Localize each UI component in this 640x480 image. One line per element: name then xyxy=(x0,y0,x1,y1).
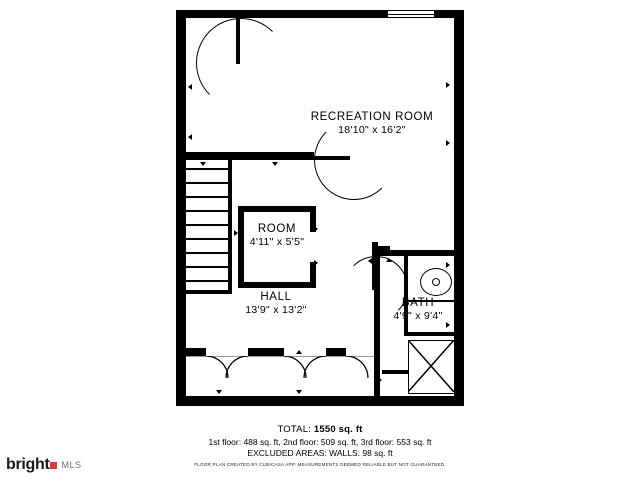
total-label: TOTAL: xyxy=(277,424,312,435)
disclaimer-text: FLOOR PLAN CREATED BY CUBICASA APP. MEASUREMENTS DEEMED RELIABLE BUT NOT GUARANTEED. xyxy=(194,462,446,467)
wall-bath-door-panel xyxy=(372,256,376,290)
stair-tread xyxy=(186,266,228,268)
stair-tread xyxy=(186,196,228,198)
arrow-bottom-wall xyxy=(296,390,302,394)
room-label-recreation-room xyxy=(272,110,472,138)
stair-tread xyxy=(186,210,228,212)
wall-hall-bottom-seg-3 xyxy=(326,348,346,356)
room-label-room xyxy=(217,222,337,250)
stair-tread xyxy=(186,168,228,170)
window-top-line xyxy=(388,14,434,15)
arrow-wall-left-mid xyxy=(188,134,192,140)
arrow-hall-bottom xyxy=(296,350,302,354)
arrow-wall-left-top xyxy=(188,84,192,90)
brightmls-logo xyxy=(0,450,104,480)
logo-square-icon xyxy=(50,462,57,469)
arrow-room-door-bottom xyxy=(314,260,318,266)
wall-closet-left xyxy=(382,370,408,374)
excluded-areas: EXCLUDED AREAS: WALLS: 98 sq. ft xyxy=(247,448,393,458)
logo-brand-text: bright xyxy=(6,456,50,473)
arrow-wall-right-mid xyxy=(446,140,450,146)
door-arc-entry xyxy=(196,18,286,108)
stair-tread xyxy=(186,280,228,282)
room-label-bath xyxy=(372,296,464,324)
arrow-bottom-wall-2 xyxy=(216,390,222,394)
room-dims: 13'9" x 13'2" xyxy=(245,304,307,317)
room-dims: 4'9" x 9'4" xyxy=(393,310,443,323)
wall-hall-bottom-seg-2 xyxy=(248,348,284,356)
wall-vent-top-right xyxy=(372,242,378,256)
floorplan-drawing xyxy=(176,10,464,406)
stair-tread xyxy=(186,252,228,254)
logo-mls-text: MLS xyxy=(61,460,82,470)
room-name: BATH xyxy=(401,297,435,309)
wall-exterior-bottom xyxy=(176,396,464,406)
wall-hall-bottom-seg-1 xyxy=(186,348,206,356)
wall-bath-divider-h xyxy=(404,332,454,336)
room-label-hall xyxy=(216,290,336,318)
room-name: RECREATION ROOM xyxy=(310,111,434,123)
arrow-partition-mid xyxy=(200,162,206,166)
wall-exterior-left xyxy=(176,10,186,406)
room-dims: 4'11" x 5'5" xyxy=(249,236,305,249)
wall-room-top2 xyxy=(238,206,316,212)
wall-room-top xyxy=(286,152,314,160)
closet-door-arcs xyxy=(186,356,376,382)
bathroom-sink-drain xyxy=(432,278,440,286)
room-name: ROOM xyxy=(257,223,297,235)
room-dims: 18'10" x 16'2" xyxy=(338,124,406,137)
arrow-closet-door xyxy=(378,377,382,383)
utility-closet-cross-icon xyxy=(408,340,454,392)
arrow-bath-left xyxy=(368,258,372,264)
arrow-wall-right-top xyxy=(446,82,450,88)
total-value: 1550 sq. ft xyxy=(313,424,363,435)
stair-tread xyxy=(186,182,228,184)
total-area-line xyxy=(0,424,640,435)
wall-partition-mid-top xyxy=(186,152,286,160)
arrow-bath-top xyxy=(386,258,392,262)
arrow-room-top xyxy=(272,162,278,166)
room-name: HALL xyxy=(260,291,292,303)
wall-room-bottom xyxy=(238,282,316,288)
floor-breakdown: 1st floor: 488 sq. ft, 2nd floor: 509 sq. ft, 3rd floor: 553 sq. ft xyxy=(208,437,432,447)
arrow-bath-right xyxy=(446,262,450,268)
